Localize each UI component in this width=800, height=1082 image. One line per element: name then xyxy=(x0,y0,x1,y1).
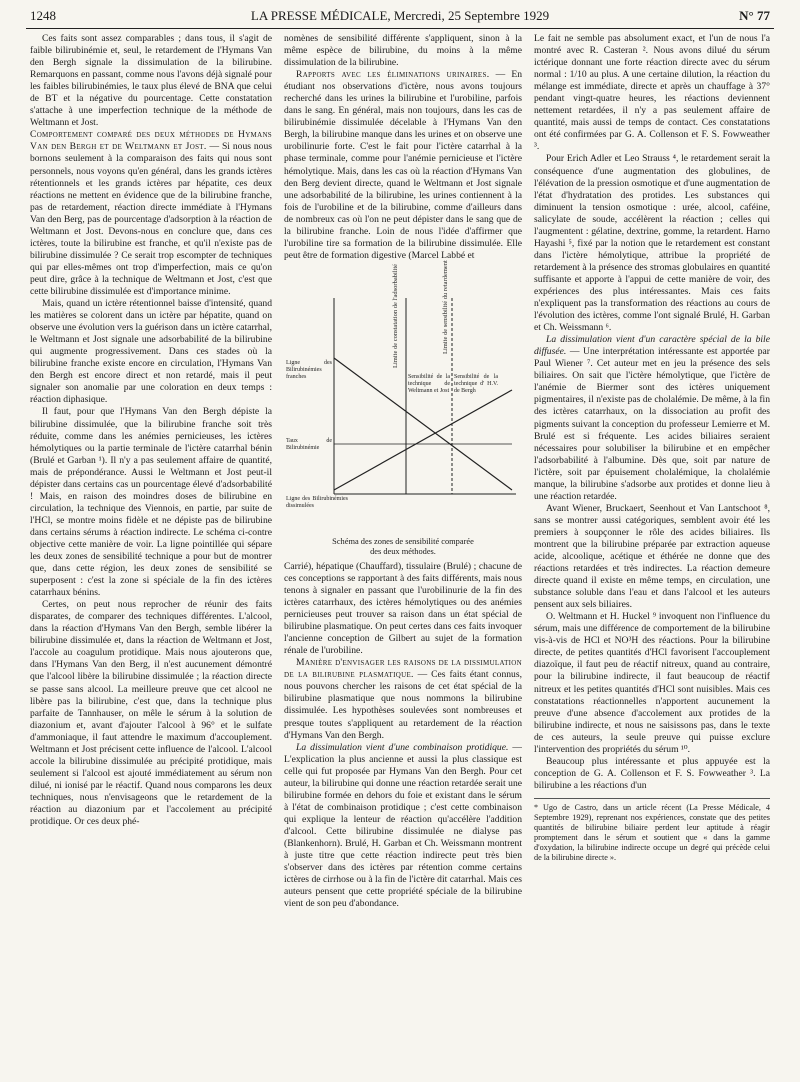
sensitivity-diagram xyxy=(284,260,522,533)
paragraph-text: — L'explication la plus ancienne et aussi la plus classique est celle qui fut proposée par Hymans Van den Bergh. Pour cet auteur, la bilirubine qui donne une réaction retardée serait une bilirubine formée en dehors du foie et existant dans le sérum à l'état de combinaison protidique ; c'est cette combinaison qui explique la lenteur de réaction qu'accélère l'addition d'alcool. Cette bilirubine dissimulée ne dialyse pas (Blankenhorn). Brulé, H. Garban et Ch. Weissmann montrent à juste titre que cette réaction indirecte peut très bien s'observer dans des ictères par rétention comme certains ictères de cirrhose ou à la fin de l'ictère dit catarrhal. Mais ces auteurs pensent que cette propriété spéciale de la bilirubine vient de son peu d'abondance. xyxy=(284,741,522,910)
column-2 xyxy=(284,33,522,1073)
paragraph: nomènes de sensibilité différente s'appliquent, sinon à la même espèce de bilirubine, du moins à la même dissimulation de la bilirubine. xyxy=(284,33,522,69)
column-3 xyxy=(534,33,770,1073)
caption-line-2: des deux méthodes. xyxy=(370,546,436,556)
footnote: * Ugo de Castro, dans un article récent (La Presse Médicale, 4 Septembre 1929), reprenant nos expériences, constate que des petites quantités de bilirubine biliaire perdent leur aptitude à réagir promptement dans le sérum et soutient que « dans la gamme d'oxydation, la bilirubine indirecte occupe un degré qui précède celui de la bilirubine directe ». xyxy=(534,798,770,864)
hvdb-zone-label: Sensibilité de la technique d' H.V. de Bergh xyxy=(454,373,498,394)
paragraph: Mais, quand un ictère rétentionnel baisse d'intensité, quand les matières se colorent dans un ictère par hépatite, quand on observe une évolution vers la guérison dans un ictère catarrhal, le Weltmann et Jost signale une adsorbabilité de la bilirubine qui augmente progressivement. Dans ces stades où la bilirubine franche existe encore en circulation, l'Hymans Van den Bergh est encore direct et non retardé, mais il peut signaler son anomalie par une coloration en deux temps : réaction diphasique. xyxy=(30,298,272,406)
diagram-svg xyxy=(284,268,522,533)
paragraph xyxy=(284,657,522,741)
paragraph: Avant Wiener, Bruckaert, Seenhout et Van Lantschoot ⁸, sans se montrer aussi catégoriques, semblent avoir été les premiers à soupçonner le rôle des acides biliaires. Ils montrent que la bilirubine préparée par extraction aqueuse acide, alcoolique, acétique et éthérée ne donne que des réactions retardées et très indirectes. La réaction demeure directe quand il existe en même temps, en circulation, une substance soluble dans l'eau et dans l'alcool et les auteurs pensent aux sels biliaires. xyxy=(534,502,770,611)
frank-bilirubinemia-label: Ligne des Bilirubinémies franches xyxy=(286,359,332,380)
paragraph xyxy=(534,334,770,503)
paragraph: Le fait ne semble pas absolument exact, et l'un de nous l'a montré avec R. Casteran ². Nous avons dilué du sérum ictérique donnant une forte réaction directe avec du sérum normal : 1/10 au plus. A une certaine dilution, la réaction du mélange est immédiate, directe et après un chauffage à 37° pendant vingt-quatre heures, les réactions deviennent nettement retardées, il n'y a pas seulement affaire de quantité, mais aussi de temps de contact. Ces constatations ont été confirmées par G. A. Collenson et F. S. Fowweather ³. xyxy=(534,33,770,153)
issue-number: N° 77 xyxy=(739,8,770,23)
paragraph xyxy=(284,742,522,911)
page-number: 1248 xyxy=(30,8,56,23)
dissimulated-bilirubinemia-label: Ligne des Bilirubinémies dissimulées xyxy=(286,495,348,509)
section-heading: La dissimulation vient d'une combinaison protidique. xyxy=(296,741,509,753)
dissimulated-bilirubin-line xyxy=(334,390,512,490)
paragraph xyxy=(284,69,522,262)
paragraph: Certes, on peut nous reprocher de réunir des faits disparates, de comparer des techniques différentes. L'alcool, dans la réaction d'Hymans Van den Bergh, semble libérer la bilirubine dissimulée et, dans la réaction de Weltmann et Jost, l'accole au coagulum protidique. Mais nous ajouterons que, dans l'Hymans Van den Berg, il n'est aucunement démontré que l'alcool libère la bilirubine dissimulée ; la réaction directe se passe sans alcool. La meilleure preuve que cet alcool ne libère pas la bilirubine, c'est que, dans la technique plus parfaite de Tannhauser, on mêle le sérum à la solution de diazonium et, avant d'ajouter l'alcool à 96° et le sulfate d'ammoniaque, il faut attendre le maximum d'accouplement. Weltmann et Jost précisent cette influence de l'alcool. L'alcool accole la bilirubine dissimulée au précipité protidique, mais seulement si l'alcool est ajouté immédiatement au sérum non dilué, ni ionisé par le réactif. Quand nous comparons les deux techniques, nous n'envisageons que le retardement de la réaction au diazonium par et l'accolement au précipité protidique. Or ces deux phé- xyxy=(30,599,272,828)
paragraph: Pour Erich Adler et Leo Strauss ⁴, le retardement serait la conséquence d'une augmentation des globulines, de l'élévation de la pression osmotique et d'une augmentation de l'état d'hydratation des protides. Les substances qui diminuent la tension osmotique : urée, alcool, caféine, salicylate de soude, accélèrent la réaction ; celles qui l'augmentent : gélatine, dextrine, gomme, la retardent. Harno Hayashi ⁵, fixé par la notion que le retardement est constant dans l'ictère hémolytique, attribue la propriété de retardement à la présence des stromas globulaires en quantité suffisante et apporte à l'appui de cette manière de voir, des expériences des plus intéressantes. Mais ces faits n'expliquent pas la transformation des réactions au cours de l'évolution des ictères, comme l'ont signalé Brulé, H. Garban et Ch. Weissmann ⁶. xyxy=(534,153,770,334)
paragraph: Ces faits sont assez comparables ; dans tous, il s'agit de faible bilirubinémie et, seul, le retardement de l'Hymans Van den Bergh signale la dissimulation de la bilirubine. Remarquons en passant, comme nous l'avons déjà signalé pour les faibles bilirubinémies, le taux plus élevé de BNA que celui de BT et la négative du pourcentage. Cette constatation s'attache à une imperfection technique de la méthode de Weltmann et Jost. xyxy=(30,33,272,129)
paragraph-text: — Une interprétation intéressante est apportée par Paul Wiener ⁷. Cet auteur met en jeu la présence des sels biliaires. On sait que l'ictère hémolytique, que l'ictère de l'anémie de Biermer sont des ictères uniquement pigmentaires, il n'existe pas de cholalémie. De même, à la fin des ictères catarrhaux, on la dissociation au profit des pigments suivant la conception du professeur Lemierre et M. Brulé est si fréquente. Les acides biliaires seraient nécessaires pour solubiliser la bilirubine et en empêcher l'adsorbabilité à l'albumine. Dès que, soit par nature de l'ictère, soit par épuisement cholalémique, la cholalémie manque, la bilirubine s'adsorbe aux protides et donne lieu à une réaction retardée. xyxy=(534,346,770,502)
figure-caption xyxy=(284,537,522,557)
paragraph: Il faut, pour que l'Hymans Van den Bergh dépiste la bilirubine dissimulée, que la bilirubine franche soit très réduite, comme dans les anémies pernicieuses, les ictères hémolytiques ou la partie terminale de l'ictère catarrhal bénin (Brulé et Garban ¹). Il n'y a pas seulement affaire de quantité, mais de prépondérance. Aussi le Weltmann et Jost peut-il dépister dans certains cas un pourcentage élevé d'adsorbabilité ! Mais, en raison des moindres doses de bilirubine en circulation, la technique des Viennois, en partie, par suite de l'HCl, se montre moins fidèle et ne dépiste pas de bilirubine dans certains sérums à réaction indirecte. Le schéma ci-contre objective cette manière de voir. La ligne pointillée qui sépare les deux zones de sensibilité technique a pour but de montrer que, dans cette région, les deux zones de sensibilité se superposent : c'est la zone si spéciale de la fin des ictères catarrhaux bénins. xyxy=(30,406,272,599)
page-header xyxy=(26,6,774,29)
paragraph-text: — En étudiant nos observations d'ictère, nous avons toujours recherché dans les urines la bilirubine et l'urobiline, parfois dans le sang. En général, mais non toujours, dans les cas de bilirubinémie dissimulée décelable à l'Hymans Van den Bergh, la bilirubine manque dans les urines et on observe une urobilinurie forte. C'est le fait pour l'ictère catarrhal à la phase terminale, comme pour l'anémie pernicieuse et l'ictère hémolytique. Mais, dans les cas où la réaction d'Hymans Van den Berg devient directe, quand le Weltmann et Jost signale une adsorbabilité de la bilirubine, les urines contiennent à la fois de l'urobiline et de la bilirubine, comme d'ailleurs dans de nombreux cas où l'on ne peut dépister dans le sang que de la bilirubine franche. Loin de nous l'idée d'affirmer que l'urobiline tire sa formation de la bilirubine dissimulée. Elle peut être de formation digestive (Marcel Labbé et xyxy=(284,69,522,261)
section-heading: Comportement comparé des deux méthodes de Hymans Van den Bergh et de Weltmann et Jost. xyxy=(30,129,272,153)
paragraph-text: — Ces faits étant connus, nous pouvons chercher les raisons de cet état spécial de la bilirubine plasmatique que nous nommons la bilirubine dissimulée. Les hypothèses soulevées sont nombreuses et presque toutes s'appliquent au retardement de la réaction d'Hymans Van den Bergh. xyxy=(284,669,522,741)
column-1 xyxy=(30,33,272,1073)
paragraph-text: — Si nous nous bornons seulement à la comparaison des faits qui nous sont personnels, nous voyons qu'en général, dans les grands ictères rétentionnels et les grands ictères par hépatite, ces deux réactions ne mettent en évidence que de la bilirubine franche, pas de retardement, réaction directe immédiate à l'Hymans Van den Berg, pas de pourcentage d'adsorption à la réaction de Weltmann et Jost. Devons-nous en conclure que, dans ces ictères, toute la bilirubine est franche, et qu'il n'existe pas de bilirubine dissimulée ? Ce serait trop escompter de techniques qui par elles-mêmes ont trop d'imperfection, mais ce qu'on peut dire, grâce à la technique de Weltmann et Jost, c'est que cette bilirubine dissimulée est d'importance minime. xyxy=(30,141,272,297)
adsorbability-limit-label: Limite de constatation de l'adsorbabilité xyxy=(392,263,399,368)
journal-title: LA PRESSE MÉDICALE, Mercredi, 25 Septembre 1929 xyxy=(250,8,550,23)
paragraph: Carrié), hépatique (Chauffard), tissulaire (Brulé) ; chacune de ces conceptions se rapportant à des faits différents, mais nous tenons à signaler en passant que l'urobilinurie de la fin des ictères catarrhaux, des ictères hémolytiques ou des anémies pernicieuses peut trouver sa raison dans un état spécial de bilirubine plasmatique. On peut certes dans ces faits invoquer l'ancienne conception de Gilbert au sujet de la formation rénale de l'urobiline. xyxy=(284,560,522,657)
retardation-limit-label: Limite de sensibilité du retardement xyxy=(442,260,449,354)
section-heading: Rapports avec les éliminations urinaires. xyxy=(296,69,490,81)
section-heading: Manière d'envisager les raisons de la dissimulation de la bilirubine plasmatique. xyxy=(284,657,522,681)
paragraph: O. Weltmann et H. Huckel ⁹ invoquent non l'influence du sérum, mais une différence de comportement de la bilirubine vis-à-vis de HCl et NO³H des réactions. Pour la bilirubine directe, de petites quantités d'HCl favorisent l'accouplement diazoïque, il faut peu de réactif nitreux, quand au contraire, pour la bilirubine indirecte, il faut beaucoup de réactif nitreux et les petites quantités d'HCl sont nuisibles. Mais ces constatations réactionnelles n'apportent aucunement la preuve d'une absence d'accolement aux protides de la bilirubine indirecte, et nous ne saisissons pas, dans le texte de ces auteurs, la seule preuve qui puisse exclure l'intervention des propriétés du sérum ¹⁰. xyxy=(534,611,770,755)
paragraph xyxy=(30,129,272,298)
weltmann-jost-zone-label: Sensibilité de la technique de Weltmann et Jost xyxy=(408,373,450,394)
section-heading: La dissimulation vient d'un caractère spécial de la bile diffusée. xyxy=(534,334,770,358)
bilirubinemia-level-label: Taux de Bilirubinémie xyxy=(286,437,332,451)
caption-line-1: Schéma des zones de sensibilité comparée xyxy=(332,536,474,546)
paragraph: Beaucoup plus intéressante et plus appuyée est la conception de G. A. Collenson et F. S. Fowweather ³. La bilirubine a les réactions d'un xyxy=(534,755,770,791)
